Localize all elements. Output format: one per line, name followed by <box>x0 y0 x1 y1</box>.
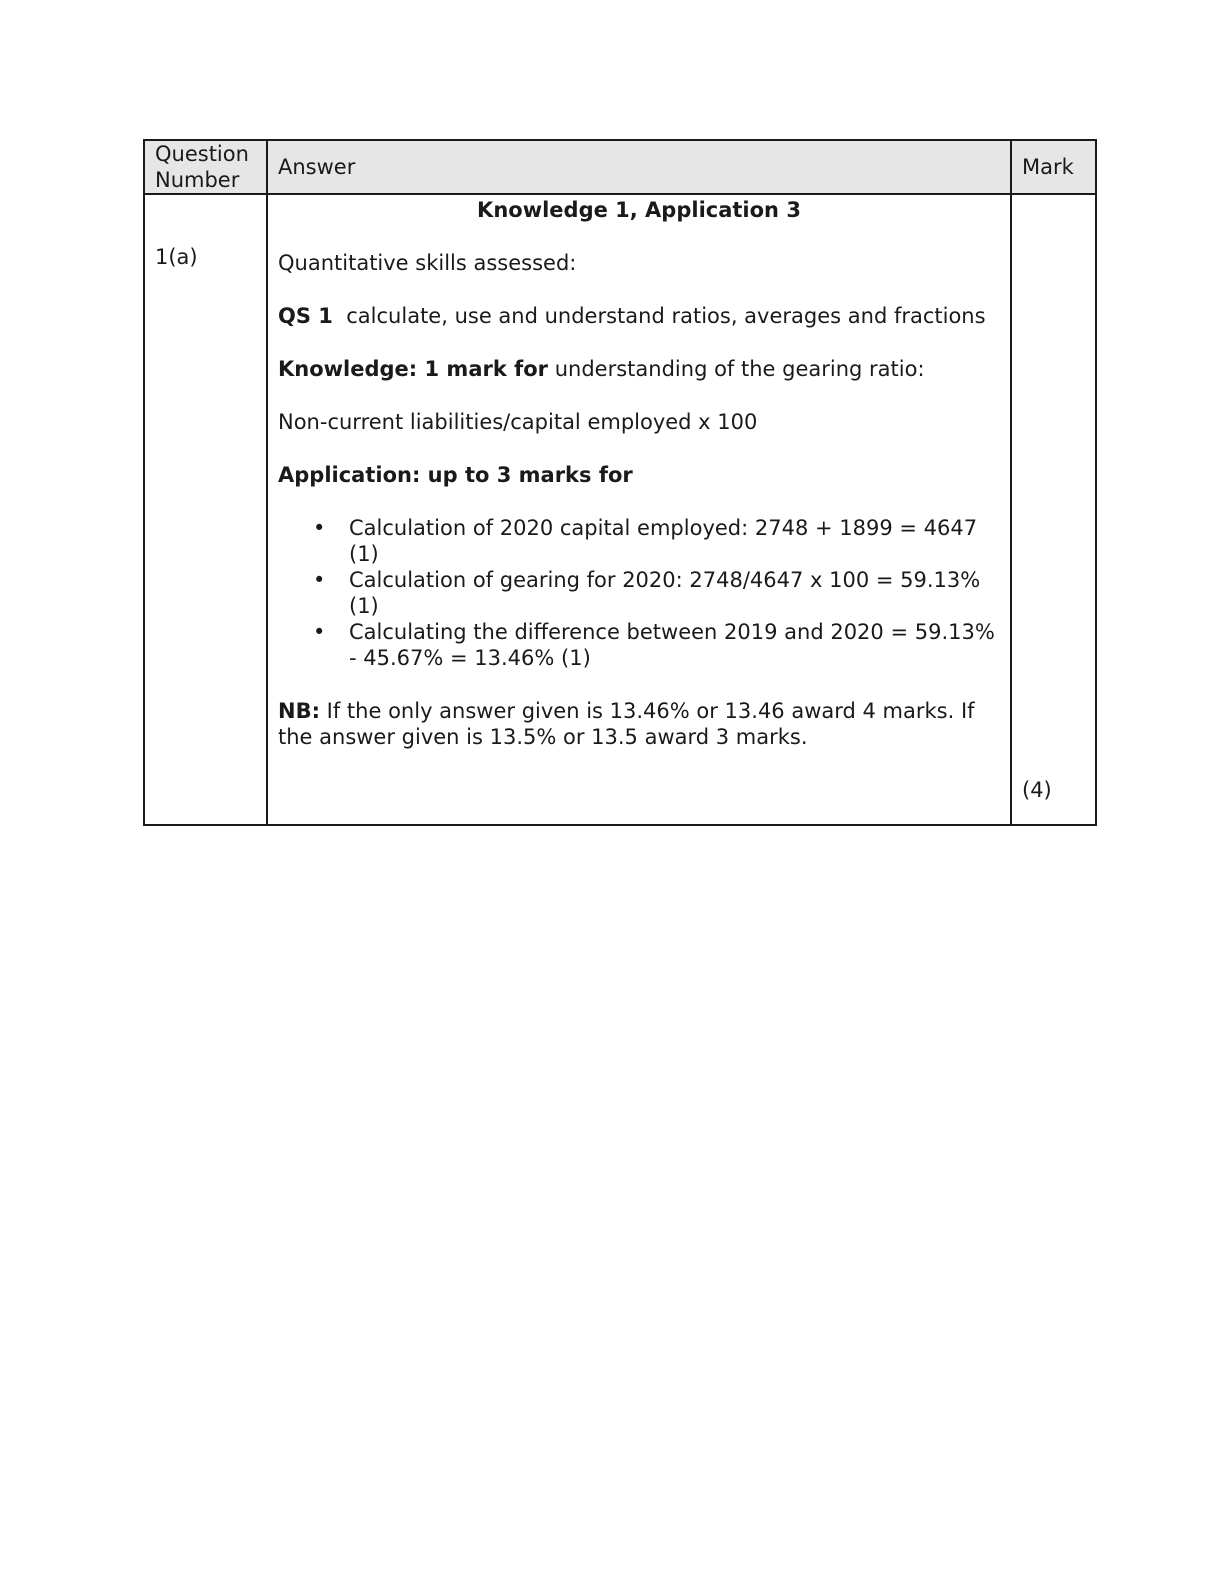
nb-label: NB: <box>278 699 320 723</box>
qs-intro: Quantitative skills assessed: <box>278 251 577 275</box>
bullet-item: • Calculating the difference between 2019 and 2020 = 59.13% - 45.67% = 13.46% (1) <box>349 619 1000 671</box>
question-number-cell: 1(a) <box>144 194 267 825</box>
table-row <box>144 194 1096 825</box>
application-heading: Application: up to 3 marks for <box>278 463 633 487</box>
nb-note <box>278 698 1000 750</box>
answer-cell <box>267 194 1011 825</box>
knowledge-line <box>278 356 1000 382</box>
header-mark: Mark <box>1011 140 1096 194</box>
bullet-item: • Calculation of gearing for 2020: 2748/4647 x 100 = 59.13% (1) <box>349 567 1000 619</box>
mark-scheme-table <box>143 139 1097 826</box>
application-bullet-list <box>278 515 1000 671</box>
qs-text: calculate, use and understand ratios, averages and fractions <box>346 304 986 328</box>
header-answer: Answer <box>267 140 1011 194</box>
header-row <box>144 140 1096 194</box>
knowledge-label: Knowledge: 1 mark for <box>278 357 549 381</box>
bullet-item: • Calculation of 2020 capital employed: 2748 + 1899 = 4647 (1) <box>349 515 1000 567</box>
qs-line <box>278 303 1000 329</box>
answer-heading: Knowledge 1, Application 3 <box>477 198 801 222</box>
mark-cell: (4) <box>1011 194 1096 825</box>
header-question-number: Question Number <box>144 140 267 194</box>
qs-code: QS 1 <box>278 304 333 328</box>
knowledge-text: understanding of the gearing ratio: <box>554 357 925 381</box>
gearing-formula: Non-current liabilities/capital employed x 100 <box>278 410 758 434</box>
nb-text: If the only answer given is 13.46% or 13.46 award 4 marks. If the answer given is 13.5% or 13.5 award 3 marks. <box>278 699 975 749</box>
